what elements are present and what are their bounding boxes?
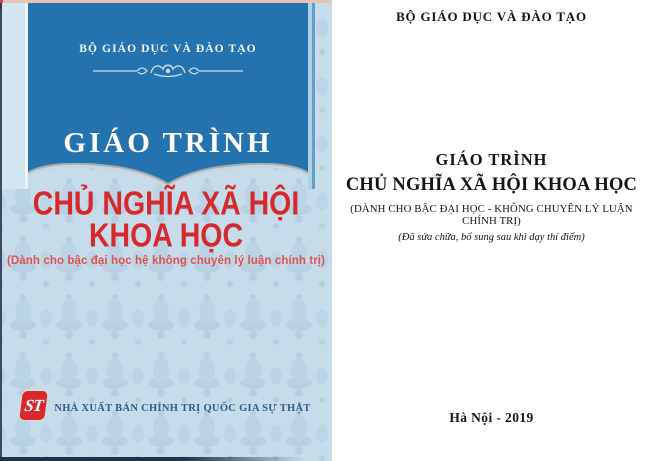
page-main-title: CHỦ NGHĨA XÃ HỘI KHOA HỌC xyxy=(345,175,638,195)
page-subtitle: (DÀNH CHO BẬC ĐẠI HỌC - KHÔNG CHUYÊN LÝ LUẬN CHÍNH TRỊ) xyxy=(350,203,633,227)
page-series-title: GIÁO TRÌNH xyxy=(435,150,548,169)
cover-main-title-line1: CHỦ NGHĨA XÃ HỘI xyxy=(32,185,300,223)
publisher-row xyxy=(0,388,332,422)
cover-subtitle: (Dành cho bậc đại học hệ không chuyên lý luận chính trị) xyxy=(6,255,326,267)
page-revision-note: (Đã sửa chữa, bổ sung sau khi dạy thí điểm) xyxy=(398,232,585,243)
cover-main-title-line2: KHOA HỌC xyxy=(88,217,244,254)
cover-blue-panel xyxy=(28,3,308,163)
publisher-name: NHÀ XUẤT BẢN CHÍNH TRỊ QUỐC GIA SỰ THẬT xyxy=(54,402,311,414)
cover-bottom-edge xyxy=(0,457,332,461)
page-imprint: Hà Nội - 2019 xyxy=(449,410,534,425)
page-ministry-text: BỘ GIÁO DỤC VÀ ĐÀO TẠO xyxy=(396,9,587,24)
cover-main-title xyxy=(8,185,323,254)
cover-left-band xyxy=(2,3,25,189)
title-page xyxy=(332,0,651,461)
flourish-divider-icon xyxy=(93,62,243,80)
cover-right-accent-line xyxy=(312,3,315,189)
page-title-block xyxy=(332,150,651,243)
cover-ministry-text: BỘ GIÁO DỤC VÀ ĐÀO TẠO xyxy=(79,43,257,55)
cover-series-title: GIÁO TRÌNH xyxy=(63,127,273,159)
publisher-st-logo-icon: ST xyxy=(20,391,49,420)
